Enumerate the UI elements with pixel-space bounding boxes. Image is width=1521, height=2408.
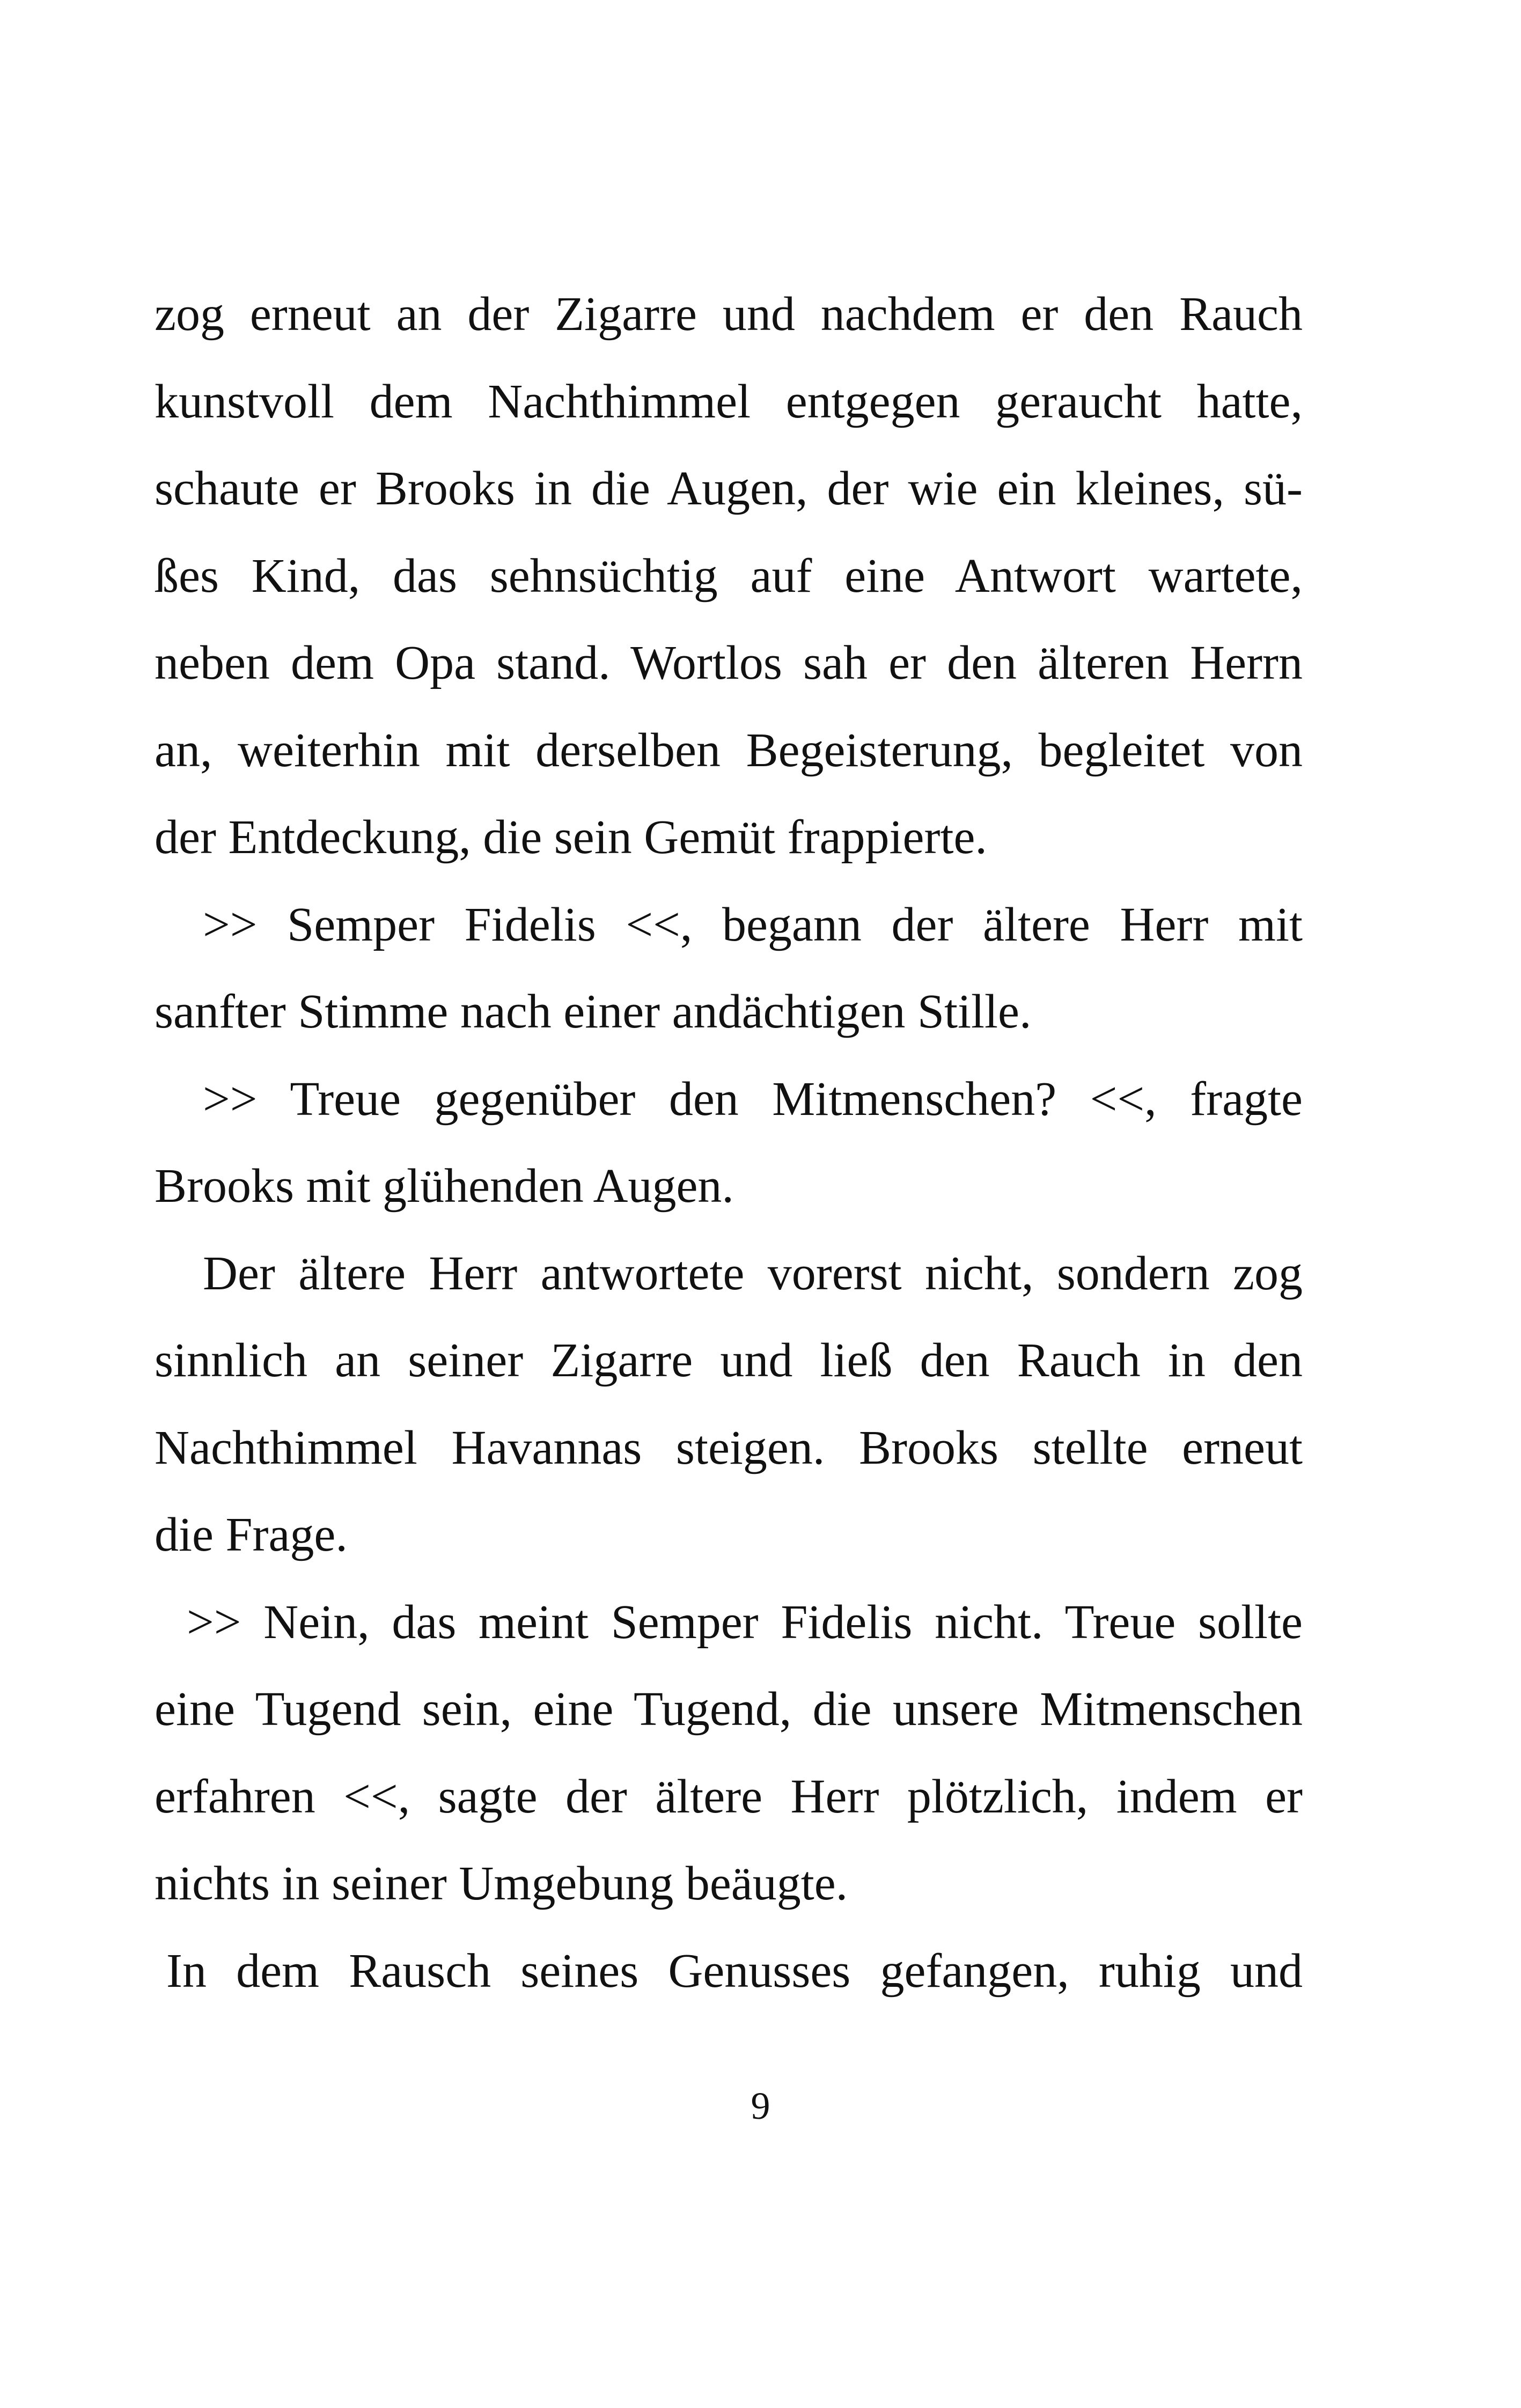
text-line: neben dem Opa stand. Wortlos sah er den älteren Herrn [155, 636, 1303, 689]
text-line: >> Nein, das meint Semper Fidelis nicht. Treue sollte [187, 1595, 1303, 1649]
text-line: Der ältere Herr antwortete vorerst nicht, sondern zog [203, 1246, 1303, 1300]
text-line: In dem Rausch seines Genusses gefangen, ruhig und [166, 1944, 1303, 1998]
text-line: sanfter Stimme nach einer andächtigen Stille. [155, 985, 1032, 1038]
text-line: zog erneut an der Zigarre und nachdem er den Rauch [155, 288, 1303, 341]
text-line: erfahren <<, sagte der ältere Herr plötzlich, indem er [155, 1770, 1303, 1823]
text-line: schaute er Brooks in die Augen, der wie ein kleines, sü- [155, 462, 1303, 515]
text-line: der Entdeckung, die sein Gemüt frappierte. [155, 811, 987, 864]
text-line: nichts in seiner Umgebung beäugte. [155, 1857, 848, 1910]
text-line: >> Treue gegenüber den Mitmenschen? <<, fragte [203, 1072, 1303, 1126]
text-line: Brooks mit glühenden Augen. [155, 1159, 734, 1213]
text-line: die Frage. [155, 1508, 348, 1561]
text-line: Nachthimmel Havannas steigen. Brooks stellte erneut [155, 1421, 1303, 1474]
page-number: 9 [751, 2084, 770, 2127]
text-line: kunstvoll dem Nachthimmel entgegen geraucht hatte, [155, 375, 1303, 428]
text-line: sinnlich an seiner Zigarre und ließ den Rauch in den [155, 1334, 1303, 1387]
text-line: >> Semper Fidelis <<, begann der ältere Herr mit [203, 898, 1303, 951]
text-line: ßes Kind, das sehnsüchtig auf eine Antwort wartete, [155, 549, 1303, 603]
body-text [155, 271, 1303, 2015]
text-line: an, weiterhin mit derselben Begeisterung, begleitet von [155, 723, 1303, 777]
text-line: eine Tugend sein, eine Tugend, die unsere Mitmenschen [155, 1683, 1303, 1736]
